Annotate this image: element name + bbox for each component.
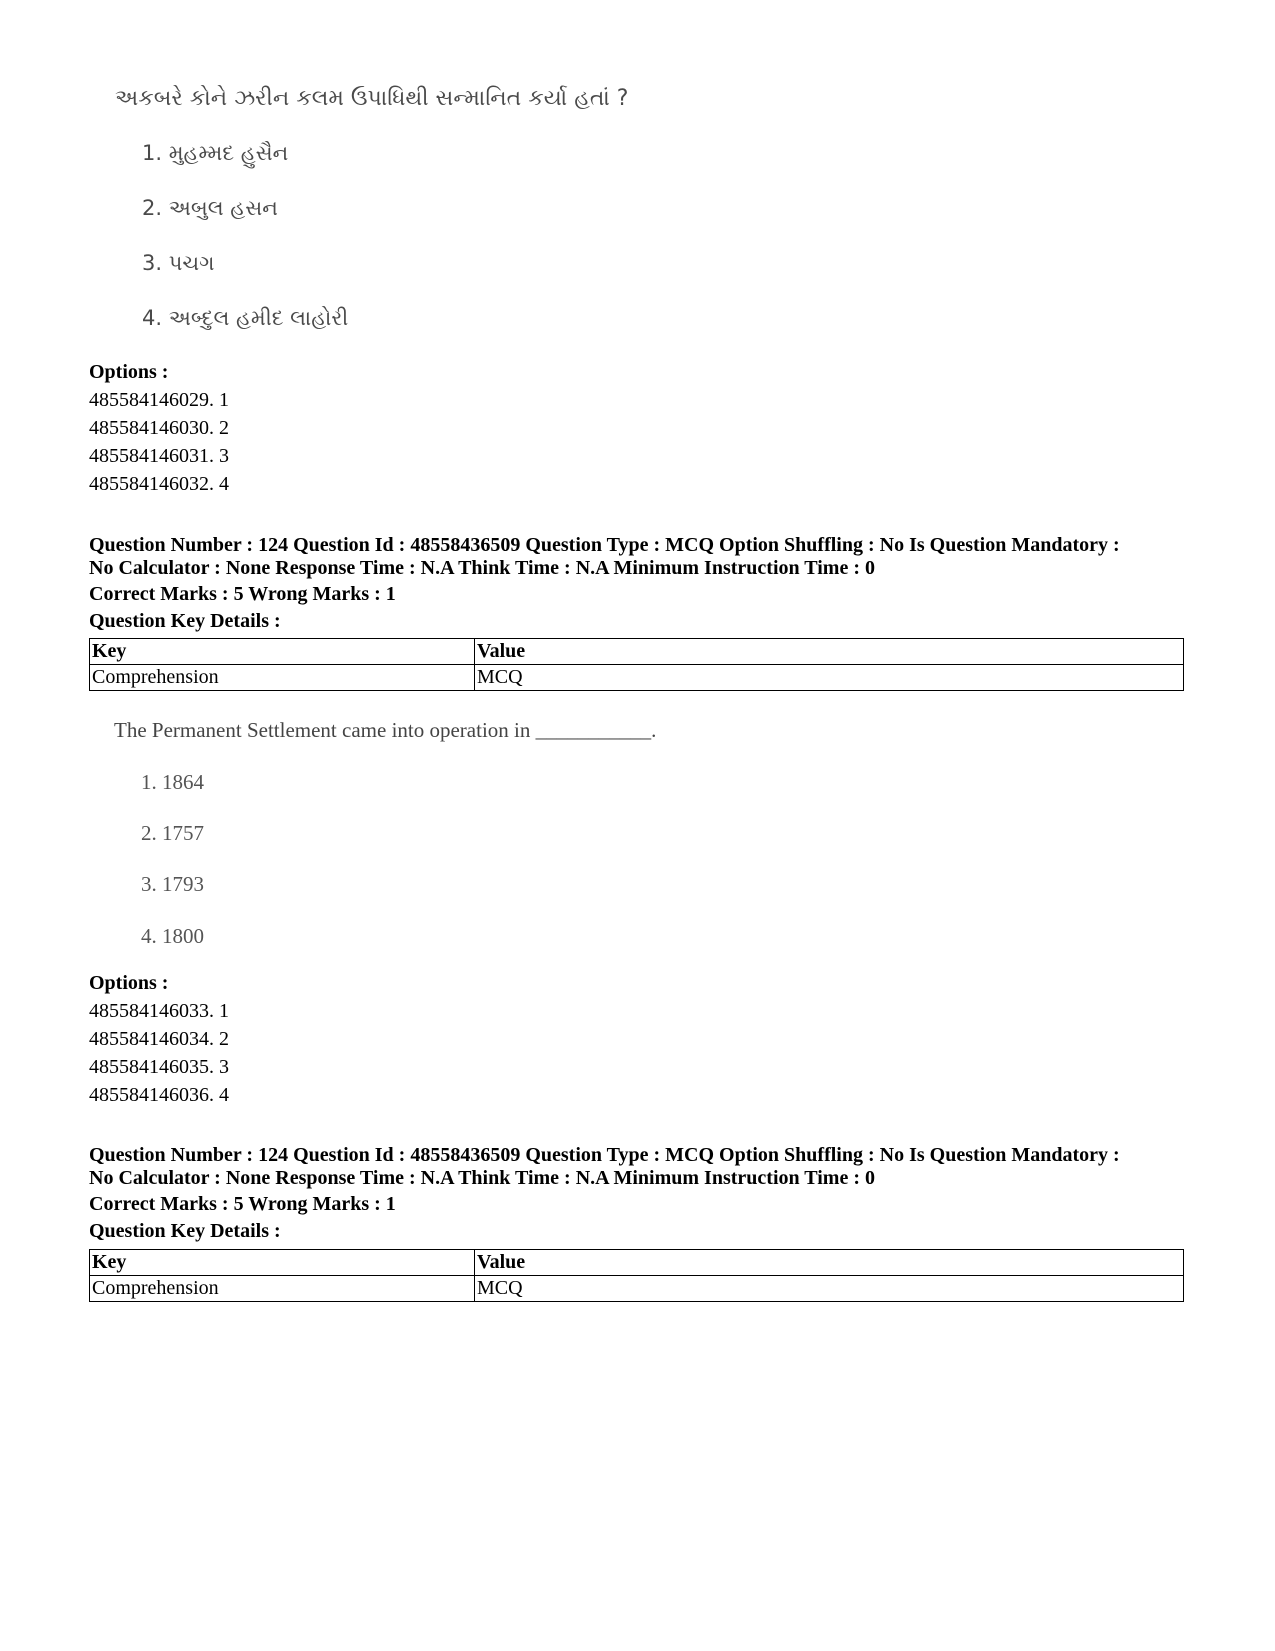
q2-key-details-label: Question Key Details : [89,610,281,632]
table-row [90,1276,1184,1302]
q2-question-text: The Permanent Settlement came into operation in ___________. [114,718,657,742]
option-id: 485584146034. 2 [89,1028,229,1050]
table-cell-key: Comprehension [90,665,475,691]
q3-meta-line2: No Calculator : None Response Time : N.A Think Time : N.A Minimum Instruction Time : 0 [89,1167,875,1189]
table-cell-key: Comprehension [90,1276,475,1302]
q3-key-table [89,1249,1184,1302]
q3-key-details-label: Question Key Details : [89,1220,281,1242]
option-id: 485584146035. 3 [89,1056,229,1078]
table-header-key: Key [90,639,475,665]
q2-key-table [89,638,1184,691]
table-header-key: Key [90,1250,475,1276]
table-header-value: Value [475,1250,1184,1276]
q1-choice-3: 3. પચગ [142,251,215,275]
q3-meta [89,1144,1149,1190]
q1-options-list [89,386,229,498]
q2-choice-2: 2. 1757 [141,821,204,845]
q2-choice-4: 4. 1800 [141,924,204,948]
q1-question-text: અકબરે કોને ઝરીન કલમ ઉપાધિથી સન્માનિત કર્યા હતાં ? [115,86,629,111]
option-id: 485584146036. 4 [89,1084,229,1106]
q2-meta-line2: No Calculator : None Response Time : N.A Think Time : N.A Minimum Instruction Time : 0 [89,557,875,579]
q1-options-label: Options : [89,361,169,383]
table-row [90,665,1184,691]
option-id: 485584146030. 2 [89,417,229,439]
q3-meta-line1: Question Number : 124 Question Id : 48558436509 Question Type : MCQ Option Shuffling : No Is Question Mandatory : [89,1144,1120,1166]
q1-choice-1: 1. મુહમ્મદ હુસૈન [142,141,289,165]
q2-choice-3: 3. 1793 [141,872,204,896]
q2-meta [89,534,1149,580]
option-id: 485584146033. 1 [89,1000,229,1022]
table-row [90,1250,1184,1276]
table-header-value: Value [475,639,1184,665]
q1-choice-4: 4. અબ્દુલ હમીદ લાહોરી [142,306,349,330]
q3-marks: Correct Marks : 5 Wrong Marks : 1 [89,1193,396,1215]
table-row [90,639,1184,665]
option-id: 485584146029. 1 [89,389,229,411]
option-id: 485584146031. 3 [89,445,229,467]
q2-choice-1: 1. 1864 [141,770,204,794]
q2-marks: Correct Marks : 5 Wrong Marks : 1 [89,583,396,605]
q2-options-label: Options : [89,972,169,994]
q1-choice-2: 2. અબુલ હસન [142,196,278,220]
q2-options-list [89,997,229,1109]
q2-meta-line1: Question Number : 124 Question Id : 48558436509 Question Type : MCQ Option Shuffling : No Is Question Mandatory : [89,534,1120,556]
table-cell-value: MCQ [475,1276,1184,1302]
option-id: 485584146032. 4 [89,473,229,495]
table-cell-value: MCQ [475,665,1184,691]
